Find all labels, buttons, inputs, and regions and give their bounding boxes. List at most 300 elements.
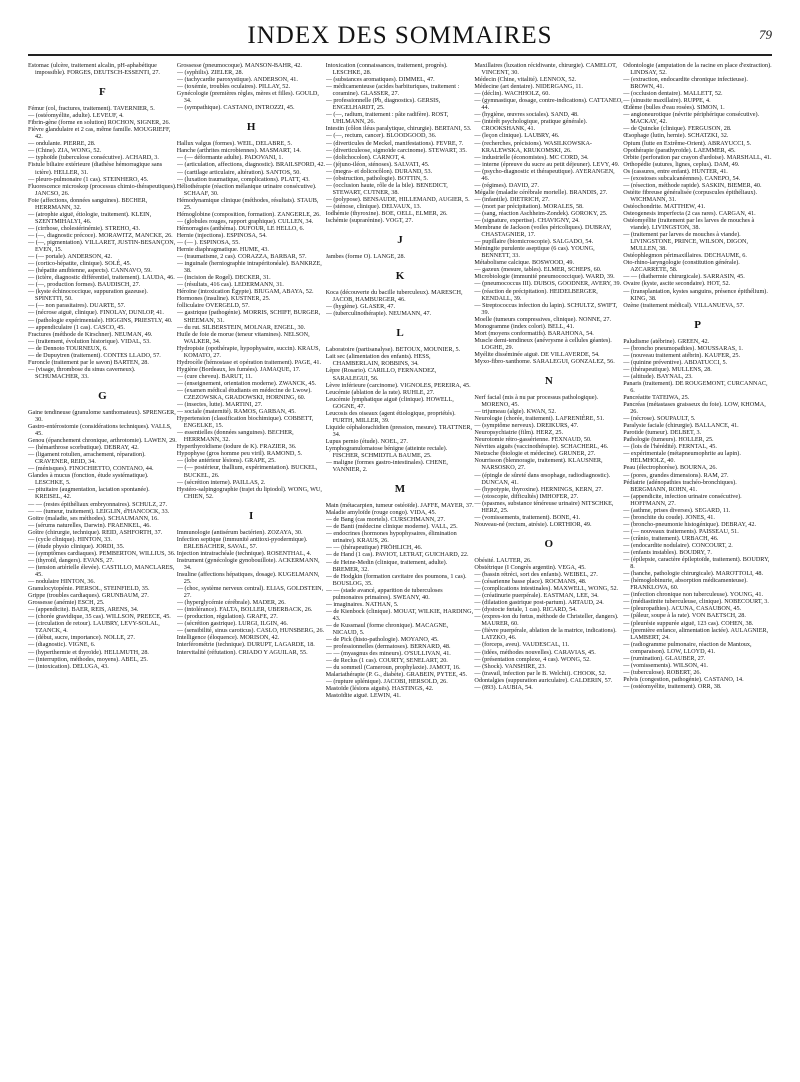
index-entry: Pancréatite TATEIWA, 25.	[623, 394, 690, 402]
index-entry: — (exostoses subcalcanéennes). CANEPO, 54.	[623, 174, 741, 182]
index-entry: Microbiologie (immunité pneumococcique). WARD, 39.	[474, 273, 615, 281]
index-entry: — (recherches, précisions). WASILKOWSKA-KRALEWSKA, KRUKOMSKI, 26.	[474, 139, 592, 154]
index-entry: — (— portale). ANDERSON, 42.	[28, 253, 113, 261]
index-entry: Insuline (affections hépatiques, dosage). KUGELMANN, 25.	[176, 571, 320, 586]
index-entry: — (hypotypie, thyroxine). HERNINGS, KERN, 27.	[474, 485, 603, 493]
index-entry: — (hygiène). GLASER, 47.	[325, 303, 396, 311]
index-entry: — inguinale (herniographie intrapéritonéale). BANKRZE, 38.	[176, 260, 322, 275]
page-number: 79	[759, 27, 772, 42]
index-entry: Lèvre inférieure (carcinome). VIGNOLES, PEREIRA, 45.	[325, 381, 471, 389]
section-letter: H	[246, 121, 256, 134]
index-entry: — (infection chronique non tuberculeuse). YOUNG, 41.	[623, 591, 763, 599]
index-entry: — (occlusion haute, rôle de la bile). BENEDICT, STEWART, CUTNER, 38.	[325, 181, 448, 196]
index-entry: Hanche (arthrites microbiennes). MASMART, 14.	[176, 147, 301, 155]
index-entry: — (psycho-diagnostic et thérapeutique). AYERANGEN, 46.	[474, 167, 615, 182]
index-entry: — pituitaire (augmentation, lactation spontanée). KREISEL, 42.	[28, 486, 150, 501]
index-entry: Médecine (art dentaire). NIDERGANG, 11.	[474, 83, 583, 91]
index-entry: Jambes (forme O). LANGE, 28.	[325, 253, 406, 261]
index-entry: — (diverticules de Meckel, manifestations). FEVRE, 7.	[325, 139, 464, 147]
index-entry: — de Kienbock (clinique). MOUAT, WILKIE, HARDING, 43.	[325, 607, 474, 622]
index-entry: Nourrisson (blennoragie, traitement). KLAUSNER, NARSOSKO, 27.	[474, 457, 603, 472]
index-entry: — de Dennoto TOURNEUX, 6.	[28, 344, 108, 352]
index-entry: Maladie amyloïde (rouge congo). VIDA, 45.	[325, 509, 437, 517]
index-entry: — pupillaire (biomicroscopie). SALGADO, 54.	[474, 238, 594, 246]
index-entry: — Streptococcus infection du lapin). SCHULTZ, SWIFT, 39.	[474, 301, 618, 316]
section-letter: F	[99, 86, 106, 99]
index-entry: Koca (découverte du bacille tuberculeux). MARESCH, JACOB, HAMBURGER, 46.	[325, 289, 463, 304]
index-entry: — (sécrétion gastrique). LURGI, ILGIN, 46.	[176, 620, 288, 628]
index-entry: — (sinusite maxillaire). RUPPE, 4.	[623, 97, 711, 105]
index-entry: — (incision de Rogel). DECKER, 31.	[176, 274, 271, 282]
index-entry: — sociale (maternité). RAMOS, GARBAN, 45.	[176, 408, 296, 416]
index-entry: Ovaire (kyste, ascite secondaire). HOT, 52.	[623, 280, 731, 288]
index-entry: Opium (lutte en Extrême-Orient). ABRAYUCCI, 5.	[623, 139, 752, 147]
index-entry: Hémoglobine (composition, formation). ZANGERLE, 26.	[176, 210, 321, 218]
index-entry: — endocrines (hormones hypophysaires, élimination urinaire). KRAUS, 26.	[325, 530, 457, 545]
index-entry: Myxo-fibro-xanthome. SARALEGUI, GONZALEZ, 56.	[474, 357, 615, 365]
index-entry: — (nécrose aiguë, clinique). FINOLAY, DUNLOP, 41.	[28, 309, 164, 317]
page-title: INDEX DES SOMMAIRES	[247, 22, 553, 49]
index-entry: Intervitalité (réfutation). CRIADO Y AGUILAR, 55.	[176, 648, 308, 656]
index-entry: Hypertension (classification biochimique). COBBETT, ENGELKE, 15.	[176, 415, 314, 430]
index-entry: — (bassin rétréci, sort des enfants). WEIBEL, 27.	[474, 571, 598, 578]
index-entry: Nerf facial (mis à nu par processus pathologique). MORENO, 45.	[474, 394, 599, 409]
index-entry: — (jéjuno-iléon, sténoses). SALVATI, 45.	[325, 160, 430, 168]
index-entry: Orthopédie (sutures, lignes, ceplus). DAM, 49.	[623, 160, 740, 168]
index-entry: Hémorragies (anthéma). DUFOUR, LE HELLO, 6.	[176, 224, 305, 232]
section-letter: J	[397, 234, 403, 247]
index-entry: — (—, rectum, cancer). BLOODGOOD, 36.	[325, 132, 437, 140]
index-entry: — (épilepsie, caractère épileptoïde, traitement). BOUDRY, 8.	[623, 556, 770, 571]
index-entry: — (hyperglycémie cérébrale). MADER, 26.	[176, 599, 286, 607]
index-entry: Gastro-entérostomie (considérations techniques). VALLS, 45.	[28, 423, 172, 438]
index-entry: — (rupture splénique). JACOBI, HERSOLD, 26.	[325, 678, 448, 686]
index-entry: — (nouveau traitement atébrin). KAUFER, 25.	[623, 351, 741, 359]
index-entry: — (rumination). GLAUBER, 27.	[623, 654, 706, 662]
index-entry: — (pneumococcus III). DUBOS, GOODNER, AVERY, 39.	[474, 280, 622, 288]
index-entry: Lymphogranulomatose bénigne (atteinte rectale). FISCHER, SCHMIDTLA BAUME, 25.	[325, 444, 448, 460]
index-entry: — (étude physio clinique). JORDI, 35.	[28, 542, 125, 550]
index-entry: — de Kussmaul (forme chronique). MACAGNE, NICAUD, 5.	[325, 621, 449, 636]
index-entry: Glandes à mucus (fonction, étude systématique). LESCHKE, 5.	[28, 472, 149, 487]
index-entry: Pédiatrie (adénopathies trachéo-bronchiques). BERGMANN, ROHN, 41.	[623, 478, 737, 493]
index-entry: — (— nouveaux traitements). PAISSEAU, 51.	[623, 527, 739, 535]
index-entry: — (ostéomyélite, adulte). LEVEUF, 4.	[28, 112, 124, 120]
index-entry: — (globules rouges, rapport graphique). CULLEN, 34.	[176, 217, 314, 225]
index-entry: Estomac (ulcère, traitement alcalin, pH-aphabétique impossible). FORGES, DEUTSCH-ESSENTI, 27.	[28, 62, 160, 77]
index-entry: — — (restes épithéliaux embryonnaires). SCHULZ, 27.	[28, 500, 168, 508]
section-letter: L	[396, 327, 404, 340]
index-entry: Gaine tendineuse (granulome xanthomateux). SPRENGER, 30.	[28, 408, 176, 423]
index-entry: — (diverticuleose, sigmoïde carcinome). STEWART, 35.	[325, 146, 467, 154]
index-entry: — de Dupuytren (traitement). CONTES LLADO, 57.	[28, 351, 161, 359]
index-entry: — (médiastinite tuberculeuse, clinique). NOBECOURT, 3.	[623, 598, 769, 606]
section-letter: M	[394, 483, 406, 496]
index-entry: Nouveau-né (rectum, atrésie). LORTHIOR, 49.	[474, 520, 592, 528]
index-entry: — imaginaires. NATHAN, 5.	[325, 600, 399, 608]
index-entry: Obstétrique (I Congrès argentin). VEGA, 45.	[474, 563, 586, 571]
index-entry: Hydrocèle (hémostase et opération traitement). PAGE, 41.	[176, 358, 322, 366]
index-entry: Pathologie (tumeurs). HOLLER, 25.	[623, 436, 714, 444]
index-entry: — (insectes, lutte). MARTINI, 27.	[176, 401, 263, 409]
index-entry: Gynécologie (premières règles, mères et filles). GOULD, 34.	[176, 90, 319, 105]
index-entry: — (Shock). VANSHIRE, 23.	[474, 662, 547, 670]
index-entry: Genou (épanchement chronique, arthrotomie). LAWEN, 29.	[28, 437, 177, 445]
index-entry: — appendiculaire (1 cas). CASCO, 45.	[28, 323, 125, 331]
index-entry: — professionnelles (dermatoses). BERNARD, 48.	[325, 643, 451, 651]
index-entry: Hémodynamique clinique (méthodes, résultats). STAUB, 25.	[176, 196, 319, 211]
index-entry: — (intérêt psychologique, pratique générale). CROOKSHANK, 41.	[474, 118, 588, 133]
index-entry: Nietzsche (biologie et médecine). GRUNER, 27.	[474, 450, 596, 458]
index-entry: — (luxation traumatique, complications). PLATT, 43.	[176, 175, 310, 183]
index-entry: Muscle demi-tendineux (anévrysme à cellules géantes). LOGHE, 29.	[474, 336, 612, 351]
index-entry: — (pleurésie suppurée aiguë, 123 cas). COHEN, 38.	[623, 619, 754, 627]
section-letter: O	[544, 537, 554, 550]
index-entry: — (transplantation, kystes sanguins, présence épithélium). KING, 38.	[623, 287, 768, 302]
index-entry: — (sympathique). CASTANO, INTROZZI, 45.	[176, 104, 295, 112]
index-entry: — (vomissements). WILSON, 41.	[623, 661, 708, 669]
index-entry: Foie (affections, données sanguines). BECHER, HERRMANN, 32.	[28, 196, 148, 211]
index-entry: — (mort par précipitation). MORALES, 58.	[474, 202, 584, 210]
index-entry: — (Chine). ZIA, WONG, 52.	[28, 147, 102, 155]
index-entry: — (—, pigmentation). VILLARET, JUSTIN-BESANÇON, EVEN, 15.	[28, 238, 176, 254]
section-letter: N	[544, 375, 553, 388]
index-entry: — de Hand (1 cas). PAVIOT, LETRAT, GUICHARD, 22.	[325, 551, 469, 559]
index-entry: Héliothérapie (réaction mélanique urinaire consécutive). SCHAAF, 30.	[176, 182, 317, 197]
index-entry: — typhoïde (tuberculose consécutive). ACHARD, 3.	[28, 154, 159, 162]
index-entry: Maxillaires (luxation récidivante, chirurgie). CAMELOT, VINCENT, 30.	[474, 62, 617, 77]
index-entry: — (syphilis). ZIELER, 28.	[176, 69, 244, 77]
index-column-1	[28, 62, 177, 1072]
index-entry: — pleuro-pulmonaire (1 cas). STEINHERO, 45.	[28, 175, 149, 183]
index-entry: — (lobe antérieur lésions). GRAPE, 25.	[176, 457, 276, 465]
index-entry: — de Reclus (1 cas). COURTY, SENELART, 20.	[325, 657, 448, 665]
index-entry: Laboratoire (partisanalyse). BETOUX, MOUNIER, 5.	[325, 346, 461, 354]
index-entry: — (bronchite du coude). JONES, 41.	[623, 513, 715, 521]
index-entry: Neurotomie rétro-gassérienne. FEXNAUD, 50.	[474, 436, 592, 444]
index-entry: Paludisme (atébrine). GREEN, 42.	[623, 337, 710, 345]
index-entry: — (tuberculose). ROBERT, 26.	[623, 668, 702, 676]
index-entry: — (—, production formes). BAUDISCH, 27.	[28, 281, 141, 289]
index-entry: — (radiogramme pulmonaire, réaction de Mantoux, comparaison). LOW, LLOYD, 41.	[623, 640, 752, 655]
index-entry: Pelvis (congestion, pathogénie). CASTANO, 14.	[623, 675, 744, 683]
index-entry: — (broncho pneumopathies). MOUSSARAS, 1.	[623, 344, 743, 352]
index-entry: Ostéite fibreuse généralisée (corpuscules épithéliaux). WICHMANN, 31.	[623, 188, 758, 203]
index-entry: — gazeux (mesure, tables). ELMER, SCHEPS, 60.	[474, 266, 602, 274]
index-entry: — (régimes). DAVID, 27.	[474, 181, 539, 189]
index-entry: — (infantile). DIETRICH, 27.	[474, 195, 550, 203]
index-entry: — (symptôme nerveux). DREIKURS, 47.	[474, 422, 579, 430]
index-columns	[28, 62, 772, 1072]
index-entry: — (signature, expertise). CHAVIGNY, 24.	[474, 217, 580, 225]
index-entry: — — (myasgnus des mineurs). O'SULLIVAN, 41.	[325, 650, 451, 658]
index-entry: Hallux valgus (formes). WEIL, DELABRE, 5.	[176, 140, 292, 148]
index-entry: — de Heine-Medin (clinique, traitement, adulte). BREMER, 32.	[325, 558, 448, 573]
index-entry: — — (stade avancé, apparition de tuberculoses pulmonaires primaires). SWEANY, 40.	[325, 586, 443, 601]
index-entry: Fémur (col, fractures, traitement). TAVERNIER, 5.	[28, 105, 155, 113]
index-entry: — (crânio, traitement). URBACH, 46.	[623, 534, 719, 542]
index-entry: Opothérapie (parathyroïde). LAEMMER, 45.	[623, 146, 736, 154]
page-header	[28, 22, 772, 56]
section-letter: I	[249, 509, 254, 522]
index-entry: — (première enfance, alimentation lactée). AULAGNIER, LAMBERT, 24.	[623, 626, 769, 641]
index-entry: — (ménisques). FINOCHIETTO, CONTANO, 44.	[28, 465, 154, 473]
section-letter: G	[98, 389, 107, 402]
index-entry: — (césarienne basse place). ROCMANS, 48.	[474, 578, 587, 586]
index-entry: — (présentation complexe, 4 cas). WONG, 52.	[474, 655, 591, 663]
index-entry: Ozène (traitement médical). VILLANUEVA, 57.	[623, 301, 745, 309]
index-entry: — (sécrétion interne). PAILLAS, 2.	[176, 478, 266, 486]
index-column-3	[326, 62, 475, 1072]
index-entry: — (thérapeutique). MULLENS, 28.	[623, 365, 712, 373]
index-entry: — (altitude). BAYNAL, 23.	[623, 372, 693, 380]
index-entry: Main (métacarpien, tumeur ostéoïde). JAFFE, MAYER, 37.	[325, 502, 474, 510]
index-entry: Hormones (insuline). KUSTNER, 25.	[176, 295, 271, 303]
index-entry: — (obstruction, pathologie). BOTTIN, 5.	[325, 174, 429, 182]
index-entry: Odontologie (amputation de la racine en place d'extraction). LINDSAY, 52.	[623, 62, 772, 77]
index-entry: — (ictère, diagnostic différentiel, traitement). LAUDA, 46.	[28, 274, 175, 282]
index-entry: — (ostéomyélite, traitement). ORR, 38.	[623, 682, 722, 690]
index-entry: — (enfants instables). BOUDRY, 7.	[623, 549, 712, 557]
index-entry: — (complications intestinales). MAXWELL, WONG, 52.	[474, 585, 619, 593]
index-entry: — de Banti (médecine clinique moderne). VALL, 25.	[325, 523, 458, 531]
index-entry: Hernie (injections). ESPINOSA, 54.	[176, 231, 267, 239]
index-entry: Mort (moyens conformatifs). BARAHONA, 54.	[474, 329, 594, 337]
index-entry: — (cartilage articulaire, altération). SANTOS, 50.	[176, 168, 301, 176]
index-entry: — (lois de l'hérédité). FERNTAL, 45.	[623, 443, 717, 451]
index-entry: Malariathérapie (P. G., diabète). GRABEIN, PYTEE, 45.	[325, 671, 468, 679]
index-entry: — (cortico-hépatite, clinique). SOLÉ, 45.	[28, 260, 132, 268]
index-entry: — (enseignement, orientation moderne). ZWANCK, 45.	[176, 379, 317, 387]
index-entry: Huile de foie de morue (teneur vitamines). NELSON, WALKER, 34.	[176, 330, 310, 345]
index-entry: Peau (électrophorèse). BOURNA, 26.	[623, 464, 718, 472]
index-entry: — (appendicite, infection urinaire consécutive). HOFFMANN, 27.	[623, 492, 742, 507]
index-entry: — du sommeil (Cameroun, prophylaxie). JAMOT, 16.	[325, 664, 461, 672]
index-entry: Intoxication (connaissances, traitement, progrès). LESCHKE, 28.	[325, 62, 448, 77]
index-entry: Ostéochondrite. MATTHEW, 41.	[623, 202, 706, 210]
index-entry: Hernie diaphragmatique. HUME, 43.	[176, 246, 269, 254]
index-entry: Héroïne (intoxication Égypte). BIUGAM, ABAYA, 52.	[176, 288, 314, 296]
index-entry: — (pleuropathies). ACUNA, CASAUBON, 45.	[623, 605, 742, 613]
index-entry: — (chorée gravidique, 35 cas). WILLSON, PREECE, 45.	[28, 613, 171, 621]
index-entry: — (articulation, affections, diagnostic). BRAILSFORD, 42.	[176, 161, 326, 169]
index-entry: — (occlusion dentaire). MALLETT, 52.	[623, 90, 723, 98]
index-entry: — (créatinurie puerpérale). EASTMAN, LEE, 34.	[474, 592, 599, 600]
index-entry: — (forceps, aveu). VAUDESCAL, 11.	[474, 641, 570, 649]
index-entry: — (tuberculinothérapie). NEUMANN, 47.	[325, 310, 432, 318]
index-entry: — — (thérapeutique) FRÖHLICH, 46.	[325, 544, 423, 552]
index-entry: Infection septique (immunité antitoxi-pyodermique). ERLEBACHER, SAVAL, 57.	[176, 535, 308, 550]
index-entry: Osteogenesis imperfecta (2 cas rares). CARGAN, 41.	[623, 209, 756, 217]
index-entry: Liquide céphalorachidien (pression, mesure). TRATTNER, 34.	[325, 423, 473, 438]
index-entry: — (sensibilité, sinus caroticus). CASLO, HUNSBERG, 26.	[176, 627, 325, 635]
index-entry: — (—, diagnostic précoce). MORAWITZ, MANCKE, 26.	[28, 231, 173, 239]
index-entry: — (leçon clinique). LAUBRY, 46.	[474, 132, 560, 140]
index-entry: Fluorescence microskop (processus chimio-thérapeutiques). JANCSO, 26.	[28, 182, 177, 197]
index-entry: — (choc, système nerveux central). ELIAS, GOLDSTEIN, 27.	[176, 585, 324, 600]
index-entry: folliculaire OVERGELD, 57.	[176, 302, 250, 310]
index-entry: — (atrophie aiguë, étiologie, traitement). KLEIN, SZENTMIHALYI, 46.	[28, 210, 152, 225]
index-entry: Œdème (bulles d'eau rosées). SIMON, 1.	[623, 104, 725, 112]
index-entry: — (déclin). WACHHOLZ, 60.	[474, 90, 550, 98]
index-entry: — (broncho-pneumonie histogénique). DEBRAY, 42.	[623, 520, 757, 528]
index-entry: — (— ). ESPINOSA, 55.	[176, 238, 240, 246]
index-entry: Lupus pernio (étude). NOEL, 27.	[325, 437, 408, 445]
index-entry: Leucémie lymphatique aiguë (clinique). HOWELL, GOGNE, 47.	[325, 395, 454, 410]
index-entry: — de Pick (histo-pathologie). MOYANO, 45.	[325, 636, 439, 644]
index-entry: Mastoïdite aiguë. LEWIN, 41.	[325, 692, 401, 700]
index-entry: — (fièvre puerpérale, ablation de la matrice, indications). LATZKO, 46.	[474, 627, 617, 642]
index-entry: — (traitement par larves de mouches à viande). LIVINGSTONE, PRINCE, WILSON, DIGON, MULLEN, 38.	[623, 231, 749, 253]
index-entry: — (cure cheveu). BARUT, 11.	[176, 372, 253, 380]
index-entry: Orbite (perforation par crayon d'ardoise). MARSHALL, 41.	[623, 153, 772, 161]
index-entry: — (hépatite amibienne, aspects). CANNAVO, 59.	[28, 267, 152, 275]
index-entry: Immunologie (antisérum bactérien). ZOZAYA, 30.	[176, 528, 303, 536]
index-entry: — (cirrhose, cholestérinémie). STREHO, 43.	[28, 224, 141, 232]
index-entry: Métabolisme calcique. BOSWOOD, 49.	[474, 259, 575, 267]
index-entry: — (otoscopie, difficultés) IMHOFER, 27.	[474, 492, 579, 500]
index-entry: — nodulaire HINTON, 36.	[28, 578, 96, 586]
index-entry: Moelle (tumeurs compressives, clinique). NONNE, 27.	[474, 315, 612, 323]
index-column-5	[623, 62, 772, 1072]
index-entry: Leucosis des oiseaux (agent étiologique, propriétés). FURTH, MILLER, 39.	[325, 409, 456, 424]
index-entry: — (ligament rotulien, arrachement, réparation). CRAVENER, REID, 34.	[28, 451, 146, 466]
index-entry: — (— non parasitaires). DUARTE, 57.	[28, 302, 126, 310]
index-entry: — (pâleur, soupe à la rate). VON BAETSCH, 28.	[623, 612, 746, 620]
index-entry: — interne (épreuve du sucre au petit déjeuner). LEVY, 49.	[474, 160, 620, 168]
index-entry: — ondulante. PIERRE, 28.	[28, 140, 96, 148]
index-entry: Furoncle (traitement par le savon) BARTEN, 28.	[28, 358, 149, 366]
index-entry: — (spasmes, substance ténéreuse urinaire) NITSCHKE, HERZ, 25.	[474, 499, 614, 514]
index-entry: Pancréas (métastases graisseux du foie). LOW, KHOMA, 26.	[623, 401, 766, 416]
index-entry: — (examen médical étudiants en médecine de Lwow). CZEZOWSKA, GRADOWSKI, HORNING, 60.	[176, 386, 312, 402]
index-entry: Médecin (Chine, vitalité). LENNOX, 52.	[474, 76, 577, 84]
index-entry: — trijumeau (algie). KWAN, 52.	[474, 408, 557, 416]
index-entry: Neuropsychiatrie (film). HERZ, 25.	[474, 429, 564, 437]
section-letter: K	[395, 270, 405, 283]
index-entry: — — (tumeur, traitement). LEIGLIN, d'HANCOCK, 33.	[28, 507, 170, 515]
index-entry: Œsophage (lutin, hernie). SCHATZKI, 32.	[623, 132, 729, 140]
index-entry: Fibrin-gène (forme en solution) ROCHON, SIGNER, 26.	[28, 119, 171, 127]
index-entry: — (dilatation gastrique post-partum). ARTAUD, 24.	[474, 599, 604, 607]
index-entry: — expérimentale (métapneumophrite au lapin). HELMHOLZ, 40.	[623, 450, 741, 465]
index-entry: — industrielle (économistes). MC CORD, 34.	[474, 153, 589, 161]
index-entry: — (gymnastique, dosage, contre-indications). CATTANEO, 44.	[474, 97, 623, 112]
index-entry: Goitre (maladie, ses méthodes). SCHAUMANN, 16.	[28, 514, 159, 522]
index-entry: Grossesse (anémie) ESCH, 25.	[28, 599, 105, 607]
index-entry: Oto-rhino-laryngologie (constitution générale). AZCARRETE, 58.	[623, 259, 740, 274]
index-entry: Mégalie (maladie cérébrale mortelle). BRANDIS, 27.	[474, 188, 608, 196]
index-entry: — (toxémie, troubles oculaires). PILLAY, 52.	[176, 83, 291, 91]
index-entry: Hydropisie (opothérapie, hypophysaire, succin). KRAUS, KOMATO, 27.	[176, 344, 321, 359]
index-entry: Os (cassures, entre enfant). HUNTER, 41.	[623, 167, 728, 175]
index-entry: — (hanche, pathologie chirurgicale). MAROTTOLI, 48.	[623, 570, 763, 578]
index-entry: — (circulation de retour). LAUBRY, LEVY-SOLAL, TZANCK, 4.	[28, 620, 160, 635]
index-entry: — (expres-ion du fœtus, méthode de Christeller, dangers). MAURER, 60.	[474, 613, 619, 628]
index-entry: — du rut. SILBERSTEIN, MOLNAR, ENGEL, 30.	[176, 323, 306, 331]
index-entry: — (tension artérielle élevée). CASTILLO, MANCLARES, 45.	[28, 563, 175, 578]
index-entry: — (thyroïd, dangers). EVANS, 27.	[28, 556, 114, 564]
index-entry: Neurologie (chorée, traitement). LAFRENIÈRE, 51.	[474, 415, 605, 423]
index-entry: — (asthme, prises diverses). SEGARD, 11.	[623, 506, 731, 514]
index-entry: Monogramme (index colori). BELL, 41.	[474, 322, 575, 330]
index-entry: Interférométrie (technique). DURUPT, LAGARDE, 18.	[176, 641, 315, 649]
index-entry: — (kyste échinococcique, suppuration gazeuse). SPINETTI, 50.	[28, 288, 148, 303]
index-entry: Ostéomyélite (traitement par les larves de mouches à viande). LIVINGSTON, 38.	[623, 217, 755, 232]
index-entry: Hygiène (Bordeaux, les fumées). JAMAQUE, 17.	[176, 365, 301, 373]
index-entry: — (traitement, évolution historique). VIDAL, 53.	[28, 337, 151, 345]
index-entry: Hypophyse (gros homme peu viril). RAMOND, 5.	[176, 450, 303, 458]
index-entry: — (dystocie fœtale, 1 cas). RICARD, 54.	[474, 606, 577, 614]
index-entry: — (appendicite). BAER, REIS, ARENS, 34.	[28, 606, 139, 614]
index-entry: — (vomissements, traitement). BONE, 41.	[474, 513, 581, 521]
index-entry: — (— déformante adulte). PADOVANI, 1.	[176, 154, 283, 162]
index-entry: — de Quincke (clinique). FERGUSON, 28.	[623, 125, 732, 133]
index-entry: Intelligence (éloquence). MORISON, 42.	[176, 634, 280, 642]
index-entry: Fièvre glandulaire et 2 cas, même famille. MOUGRIEFF, 42.	[28, 126, 171, 141]
index-entry: Leucémie (ablation de la rate). RUHLE, 27.	[325, 388, 435, 396]
index-entry: — (intolérance). FALTA, BOLLER, UBERBACK, 26.	[176, 606, 313, 614]
index-entry: Grippe (troubles cardiaques). GRUNBAUM, 27.	[28, 592, 149, 600]
index-entry: Intestin (côlon iléus paralytique, chirurgie). BERTANI, 53.	[325, 125, 472, 133]
index-entry: — (— postérieur, thallium, expérimentation). BUCKEL, BUCKEL, 26.	[176, 464, 318, 479]
index-entry: — (nécrose). SOUPAULT, 5.	[623, 415, 696, 423]
index-entry: — (résection, méthode rapide). SASKIN, BIEMER, 40.	[623, 181, 762, 189]
index-entry: — maligne (formes gastro-intestinales). CHENE, VANNIER, 2.	[325, 459, 448, 474]
index-entry: — de Hodgkin (formation cavitaire des poumons, 1 cas). BOUSLOG, 35.	[325, 572, 467, 587]
index-entry: Panaris (traitement). DE ROUGEMONT, CURCANNAC, 6.	[623, 379, 768, 394]
index-entry: Injection intratrachéale (technique). ROSENTHAL, 4.	[176, 549, 312, 557]
index-entry: Ischémie (suprarénine). VOGT, 27.	[325, 217, 413, 225]
index-entry: Névrites aiguës (vaccinothérapie). SCHACHERL, 46.	[474, 443, 609, 451]
index-entry: — (hémarthrose scorbutique). DEBRAY, 42.	[28, 444, 139, 452]
index-entry: Ostéophlegmon périmaxillaires. DECHAUME, 6.	[623, 252, 747, 260]
index-entry: — (intoxication). DELUGA, 43.	[28, 662, 109, 670]
index-entry: — (interruption, méthodes, moyens). ABEL, 25.	[28, 655, 148, 663]
index-entry: Mastoïde (lésions aiguës). HASTINGS, 42.	[325, 685, 434, 693]
index-entry: — (pores, grandes dimensions). RAM, 27.	[623, 471, 729, 479]
index-entry: Lèpre (Rosario). CARILLO, FERNANDEZ, SARALEGUI, 56.	[325, 367, 437, 382]
index-entry: — (début, sucre, importance). NOLLE, 27.	[28, 634, 135, 642]
index-entry: — (épingle de sûreté dans œsophage, radiodiagnostic). DUNCAN, 41.	[474, 471, 611, 486]
index-entry: — (sténose, clinique). DELVAUX, 13.	[325, 202, 422, 210]
index-entry: — (travail, infection par le B. Welchii). CHOOK, 52.	[474, 669, 607, 677]
section-letter: P	[694, 318, 701, 331]
index-entry: Hyperthyroïdisme (iodure de K). FRAZIER, 36.	[176, 443, 297, 451]
index-entry: — (visage, thrombose du sinus caverneux). SCHUMACHER, 33.	[28, 365, 136, 380]
index-entry: Lait sec (alimentation des enfants). HESS, CHAMBERLAIN, ROBBINS, 34.	[325, 353, 431, 368]
index-entry: Obésité. LAUTER, 26.	[474, 556, 532, 564]
index-entry: — (idées, méthodes nouvelles). CARAVIAS, 45.	[474, 648, 596, 656]
index-entry: Goître (chirurgie, technique). REID, ASHFORTH, 37.	[28, 528, 163, 536]
index-entry: — professionnelle (Pb, diagnostics). GERSIS, ENGELHARDT, 25.	[325, 97, 441, 112]
index-entry: — (tachycardie paroxystique). ANDERSON, 41.	[176, 76, 298, 84]
index-column-2	[177, 62, 326, 1072]
index-entry: — (cycle clinique). HINTON, 33.	[28, 535, 112, 543]
index-entry: — (quinine préventive). ABDATUCCI, 5.	[623, 358, 728, 366]
index-entry: — (endocardite nodulaire). CONCOURT, 2.	[623, 542, 733, 549]
index-entry: Myélite disséminée aiguë. DE VILLAVERDE, 54.	[474, 350, 600, 358]
index-entry: — (polypose). BENSAUDE, HILLEMAND, AUGIER, 5.	[325, 195, 470, 203]
index-entry: — (traumatisme, 2 cas). CORAZZA, BARBAR, 57.	[176, 253, 307, 261]
index-entry: Fistule biliaire extérieure (diathèse hémorragique sans ictère). HELLER, 31.	[28, 161, 163, 176]
index-entry: — (—, radium, traitement : pâte radifère). ROST, UHLMANN, 26.	[325, 111, 449, 126]
index-entry: — (megra- et dolicocôlon). DURAND, 53.	[325, 167, 433, 175]
index-entry: — (substances aromatiques). DIMMEL, 47.	[325, 76, 435, 84]
index-entry: — (pathologie expérimentale). HIGGINS, PRIESTLY, 40.	[28, 316, 173, 324]
index-entry: — (893). LAUBIA, 54.	[474, 683, 533, 691]
index-entry: — (sérums naturelles, Darwin). FRAENKEL, 46.	[28, 521, 151, 529]
